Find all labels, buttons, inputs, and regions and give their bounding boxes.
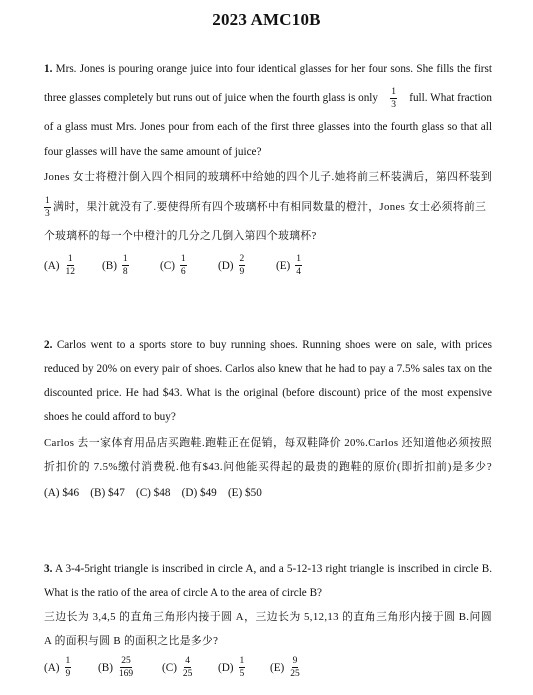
- problem-text: three glasses completely but runs out of juice when the fourth glass is only: [44, 92, 379, 104]
- fraction: [44, 196, 51, 219]
- choice-label: (C): [162, 661, 177, 674]
- fraction-numerator: 2: [239, 254, 245, 264]
- fraction-denominator: 4: [296, 267, 302, 277]
- problem-2-zh-line-1: Carlos 去一家体育用品店买跑鞋.跑鞋正在促销，每双鞋降价 20%.Carlos 还知道他必须按照: [44, 437, 492, 449]
- problem-2-choices: (A) $46 (B) $47 (C) $48 (D) $49 (E) $50: [44, 487, 262, 499]
- problem-number: 2.: [44, 339, 53, 351]
- fraction: [122, 254, 129, 277]
- fraction-numerator: 1: [45, 195, 51, 206]
- fraction-denominator: 12: [65, 267, 76, 277]
- problem-3-choices: [44, 656, 464, 686]
- problem-1-en-line-3: of a glass must Mrs. Jones pour from each of the first three glasses into the fourth glass so that all: [44, 121, 492, 133]
- fraction: [239, 656, 246, 679]
- fraction: [289, 656, 301, 679]
- answer-choice: [160, 254, 189, 277]
- fraction-denominator: 8: [122, 267, 128, 277]
- fraction-numerator: 1: [122, 254, 128, 264]
- choice-label: (D): [218, 259, 234, 272]
- page-title: 2023 AMC10B: [212, 10, 321, 29]
- fraction-numerator: 25: [121, 656, 131, 666]
- problem-number: 1.: [44, 63, 53, 75]
- problem-1-choices: [44, 254, 464, 282]
- choice-label: (B): [98, 661, 113, 674]
- fraction: [182, 656, 194, 679]
- problem-text: Carlos went to a sports store to buy running shoes. Running shoes were on sale, with prices: [56, 339, 492, 351]
- fraction-numerator: 1: [180, 254, 186, 264]
- fraction-denominator: 6: [180, 267, 186, 277]
- answer-choice: [218, 254, 247, 277]
- fraction-denominator: 9: [239, 267, 245, 277]
- fraction-numerator: 1: [296, 254, 302, 264]
- problem-1-en-line-2: [44, 86, 492, 110]
- fraction-denominator: 25: [182, 669, 193, 679]
- answer-choice: [276, 254, 304, 277]
- fraction: [180, 254, 187, 277]
- problem-text: full. What fraction: [409, 92, 492, 104]
- choice-label: (A): [44, 259, 60, 272]
- choice-label: (A): [44, 661, 60, 674]
- fraction-denominator: 169: [118, 669, 134, 679]
- choice-label: (C): [160, 259, 175, 272]
- problem-3-zh-line-2: A 的面积与圆 B 的面积之比是多少?: [44, 635, 219, 647]
- choice-label: (E): [270, 661, 285, 674]
- fraction: [65, 254, 77, 277]
- problem-number: 3.: [44, 563, 53, 575]
- problem-1-zh-line-1: Jones 女士将橙汁倒入四个相同的玻璃杯中给她的四个儿子.她将前三杯装满后，第四杯装到: [44, 171, 492, 183]
- problem-3-en-line-1: [44, 562, 492, 576]
- fraction: [390, 87, 397, 110]
- problem-1-zh-line-2: [44, 194, 492, 220]
- answer-choice: [218, 656, 247, 679]
- problem-1-en-line-4: four glasses will have the same amount of juice?: [44, 146, 262, 158]
- problem-1-zh-line-3: 个玻璃杯的每一个中橙汁的几分之几倒入第四个玻璃杯?: [44, 230, 317, 242]
- problem-text: Mrs. Jones is pouring orange juice into four identical glasses for her four sons. She fills the first: [55, 63, 492, 75]
- fraction-denominator: 5: [239, 669, 245, 679]
- answer-choice: [102, 254, 131, 277]
- fraction-denominator: 9: [65, 669, 71, 679]
- problem-text: A 3-4-5right triangle is inscribed in circle A, and a 5-12-13 right triangle is inscribed in circle B.: [54, 563, 492, 575]
- fraction-numerator: 1: [239, 656, 245, 666]
- fraction-denominator: 25: [290, 669, 300, 679]
- answer-choice: [44, 656, 73, 679]
- choice-label: (B): [102, 259, 117, 272]
- fraction-numerator: 1: [67, 254, 73, 264]
- problem-2-en-line-3: discounted price. He had $43. What is the original (before discount) price of the most expensive: [44, 387, 492, 399]
- problem-3-zh-line-1: 三边长为 3,4,5 的直角三角形内接于圆 A，三边长为 5,12,13 的直角三角形内接于圆 B.问圆: [44, 611, 492, 623]
- answer-choice: [162, 656, 195, 679]
- fraction-numerator: 4: [185, 656, 191, 666]
- answer-choice: [98, 656, 136, 679]
- fraction: [65, 656, 72, 679]
- fraction: [239, 254, 246, 277]
- answer-choice: [270, 656, 303, 679]
- fraction-numerator: 9: [292, 656, 298, 666]
- fraction: [118, 656, 134, 679]
- answer-choice: [44, 254, 78, 277]
- choice-label: (E): [276, 259, 291, 272]
- fraction-denominator: 3: [45, 208, 51, 219]
- problem-text: 满时，果汁就没有了.要使得所有四个玻璃杯中有相同数量的橙汁，Jones 女士必须将前三: [53, 201, 487, 213]
- problem-2-en-line-1: [44, 338, 492, 352]
- problem-1-en-line-1: [44, 62, 492, 76]
- problem-2-zh-line-2: 折扣价的 7.5%缴付消费税.他有$43.问他能买得起的最贵的跑鞋的原价(即折扣前)是多少?: [44, 461, 492, 473]
- problem-2-en-line-4: shoes he could afford to buy?: [44, 411, 176, 423]
- fraction-numerator: 1: [65, 656, 71, 666]
- fraction: [295, 254, 302, 277]
- problem-3-en-line-2: What is the ratio of the area of circle A to the area of circle B?: [44, 587, 322, 599]
- fraction-denominator: 3: [391, 99, 396, 110]
- choice-label: (D): [218, 661, 234, 674]
- problem-2-en-line-2: reduced by 20% on every pair of shoes. Carlos also knew that he had to pay a 7.5% sales tax on the: [44, 363, 492, 375]
- fraction-numerator: 1: [391, 86, 396, 97]
